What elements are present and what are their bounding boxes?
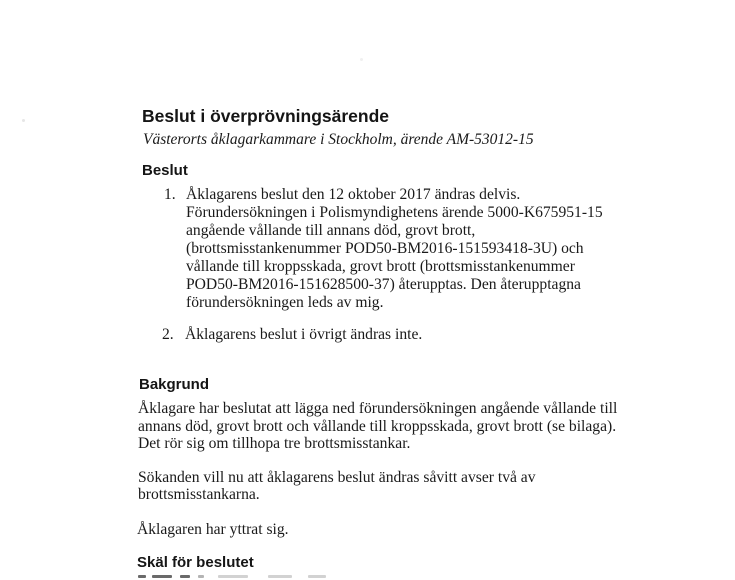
decision-item-line: Åklagarens beslut i övrigt ändras inte. — [185, 326, 423, 343]
paragraph-line: Det rör sig om tillhopa tre brottsmisstankar. — [138, 435, 411, 452]
paragraph-line: brottsmisstankarna. — [138, 486, 260, 503]
decision-item-line: Åklagarens beslut den 12 oktober 2017 ändras delvis. — [186, 186, 521, 203]
decision-item-line: förundersökningen leds av mig. — [186, 294, 384, 311]
scan-speck — [360, 58, 363, 61]
scan-speck — [22, 119, 25, 122]
decision-item-number: 1. — [164, 186, 176, 203]
section-heading-skal: Skäl för beslutet — [137, 554, 254, 571]
paragraph-line: Åklagare har beslutat att lägga ned förundersökningen angående vållande till — [138, 400, 618, 417]
decision-item-line: POD50-BM2016-151628500-37) återupptas. Den återupptagna — [186, 276, 581, 293]
clipped-glyphs — [218, 575, 248, 578]
decision-item-line: (brottsmisstankenummer POD50-BM2016-151593418-3U) och — [186, 240, 584, 257]
clipped-glyphs — [268, 575, 292, 578]
document-subtitle: Västerorts åklagarkammare i Stockholm, ärende AM-53012-15 — [143, 131, 534, 148]
paragraph-line: Sökanden vill nu att åklagarens beslut ändras såvitt avser två av — [138, 469, 536, 486]
decision-item-line: vållande till kroppsskada, grovt brott (brottsmisstankenummer — [186, 258, 575, 275]
document-title: Beslut i överprövningsärende — [142, 106, 390, 126]
clipped-glyphs — [198, 575, 204, 578]
paragraph-line: Åklagaren har yttrat sig. — [137, 521, 289, 538]
decision-item-line: Förundersökningen i Polismyndighetens ärende 5000-K675951-15 — [186, 204, 603, 221]
paragraph-line: annans död, grovt brott och vållande till kroppsskada, grovt brott (se bilaga). — [138, 418, 617, 435]
clipped-glyphs — [180, 575, 190, 578]
clipped-glyphs — [308, 575, 326, 578]
section-heading-beslut: Beslut — [142, 162, 188, 179]
section-heading-bakgrund: Bakgrund — [139, 376, 210, 393]
clipped-text-line — [138, 575, 618, 580]
decision-item-number: 2. — [162, 326, 174, 343]
clipped-glyphs — [152, 575, 172, 578]
decision-item-line: angående vållande till annans död, grovt brott, — [186, 222, 476, 239]
clipped-glyphs — [138, 575, 146, 578]
